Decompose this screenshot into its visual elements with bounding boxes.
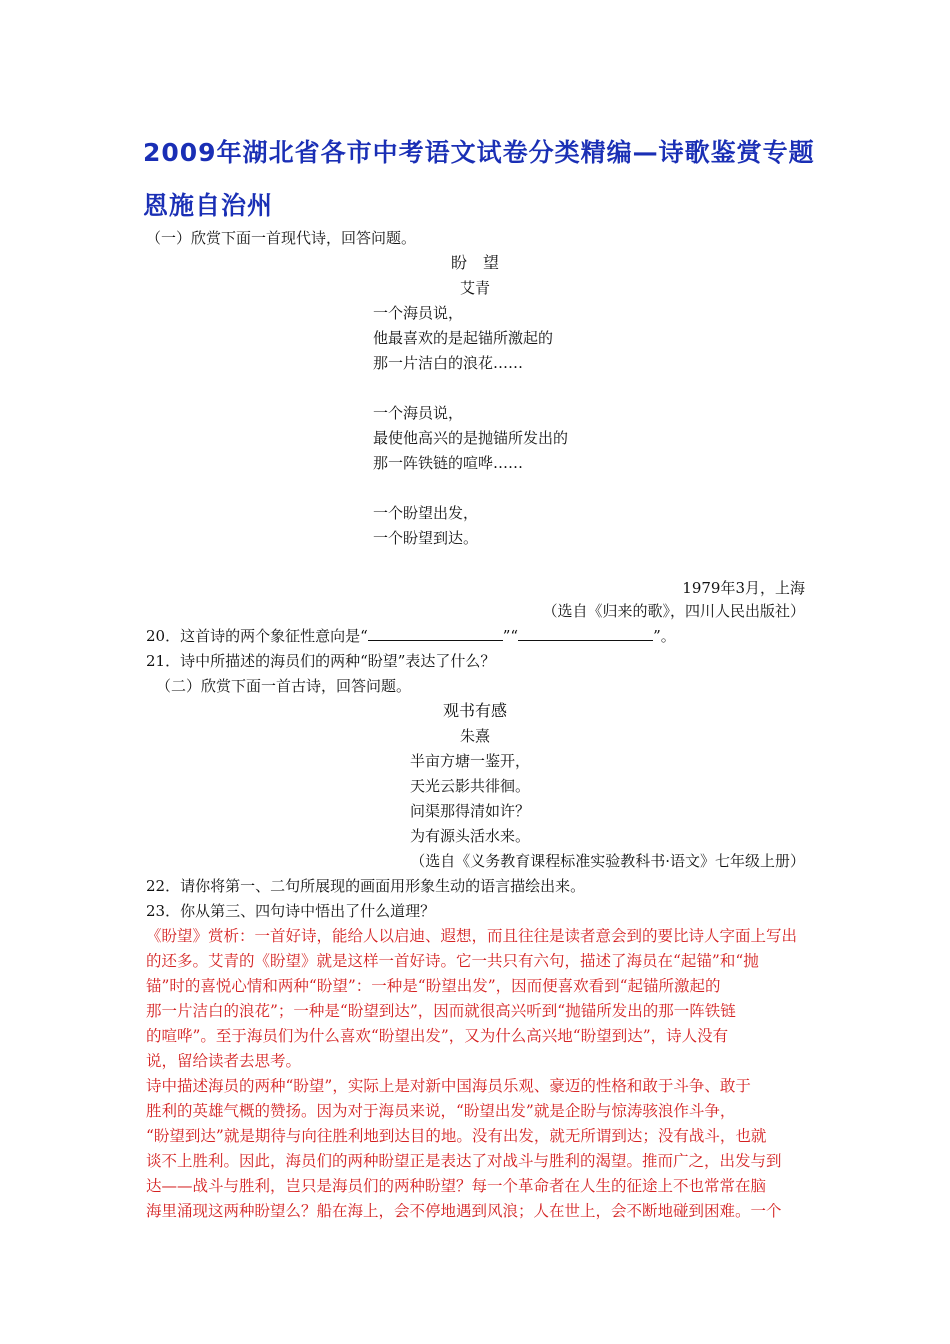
poem2-line: 半亩方塘一鉴开，: [410, 752, 531, 770]
answer-blank-1: [368, 626, 503, 641]
question-20-middle: ”“: [502, 627, 519, 645]
region-heading: 恩施自治州: [143, 191, 274, 220]
analysis-line: 谈不上胜利。因此，海员们的两种盼望正是表达了对战斗与胜利的渴望。推而广之，出发与到: [146, 1152, 782, 1170]
poem1-line: 一个盼望到达。: [373, 529, 479, 547]
question-23: 23．你从第三、四句诗中悟出了什么道理？: [146, 902, 436, 920]
analysis-line: “盼望到达”就是期待与向往胜利地到达目的地。没有出发，就无所谓到达；没有战斗，也就: [146, 1127, 767, 1145]
poem1-line: 他最喜欢的是起锚所激起的: [373, 329, 554, 347]
poem1-title: 盼 望: [450, 253, 499, 272]
poem1-line: 一个海员说，: [373, 304, 464, 322]
question-20-suffix: ”。: [653, 627, 676, 645]
analysis-line: 的喧哗”。至于海员们为什么喜欢“盼望出发”，又为什么高兴地“盼望到达”，诗人没有: [146, 1027, 729, 1045]
answer-blank-2: [518, 626, 653, 641]
poem2-line: 为有源头活水来。: [410, 827, 531, 845]
analysis-line: 的还多。艾青的《盼望》就是这样一首好诗。它一共只有六句，描述了海员在“起锚”和“抛: [146, 952, 759, 970]
poem2-source: （选自《义务教育课程标准实验教科书·语文》七年级上册）: [410, 852, 805, 870]
poem1-line: 一个海员说，: [373, 404, 464, 422]
poem2-line: 问渠那得清如许？: [410, 802, 531, 820]
analysis-line: 那一片洁白的浪花”；一种是“盼望到达”，因而就很高兴听到“抛锚所发出的那一阵铁链: [146, 1002, 736, 1020]
poem2-author: 朱熹: [459, 727, 490, 745]
poem1-line: 那一阵铁链的喧哗……: [373, 454, 524, 472]
poem1-line: 那一片洁白的浪花……: [373, 354, 524, 372]
analysis-line: 锚”时的喜悦心情和两种“盼望”：一种是“盼望出发”，因而便喜欢看到“起锚所激起的: [146, 977, 721, 995]
analysis-line: 说，留给读者去思考。: [146, 1052, 302, 1070]
poem1-line: 一个盼望出发，: [373, 504, 479, 522]
poem1-date: 1979年3月，上海: [682, 579, 805, 597]
question-20-prefix: 20．这首诗的两个象征性意向是“: [146, 627, 368, 645]
question-22: 22．请你将第一、二句所展现的画面用形象生动的语言描绘出来。: [146, 877, 586, 895]
question-21: 21．诗中所描述的海员们的两种“盼望”表达了什么？: [146, 652, 496, 670]
analysis-line: 胜利的英雄气概的赞扬。因为对于海员来说，“盼望出发”就是企盼与惊涛骇浪作斗争，: [146, 1102, 736, 1120]
document-title: 2009年湖北省各市中考语文试卷分类精编—诗歌鉴赏专题: [143, 138, 815, 167]
poem1-source: （选自《归来的歌》，四川人民出版社）: [542, 602, 805, 620]
analysis-line: 诗中描述海员的两种“盼望”，实际上是对新中国海员乐观、豪迈的性格和敢于斗争、敢于: [146, 1077, 751, 1095]
analysis-line: 海里涌现这两种盼望么？船在海上，会不停地遇到风浪；人在世上，会不断地碰到困难。一个: [146, 1202, 782, 1220]
analysis-line: 达——战斗与胜利，岂只是海员们的两种盼望？每一个革命者在人生的征途上不也常常在脑: [146, 1177, 767, 1195]
section1-intro: （一）欣赏下面一首现代诗，回答问题。: [146, 229, 417, 247]
poem2-line: 天光云影共徘徊。: [410, 777, 531, 795]
question-20: [146, 626, 676, 646]
poem2-title: 观书有感: [442, 701, 507, 720]
section2-intro: （二）欣赏下面一首古诗，回答问题。: [156, 677, 412, 695]
poem1-line: 最使他高兴的是抛锚所发出的: [373, 429, 569, 447]
analysis-line: 《盼望》赏析：一首好诗，能给人以启迪、遐想，而且往往是读者意会到的要比诗人字面上写出: [146, 927, 798, 945]
poem1-author: 艾青: [459, 279, 490, 297]
